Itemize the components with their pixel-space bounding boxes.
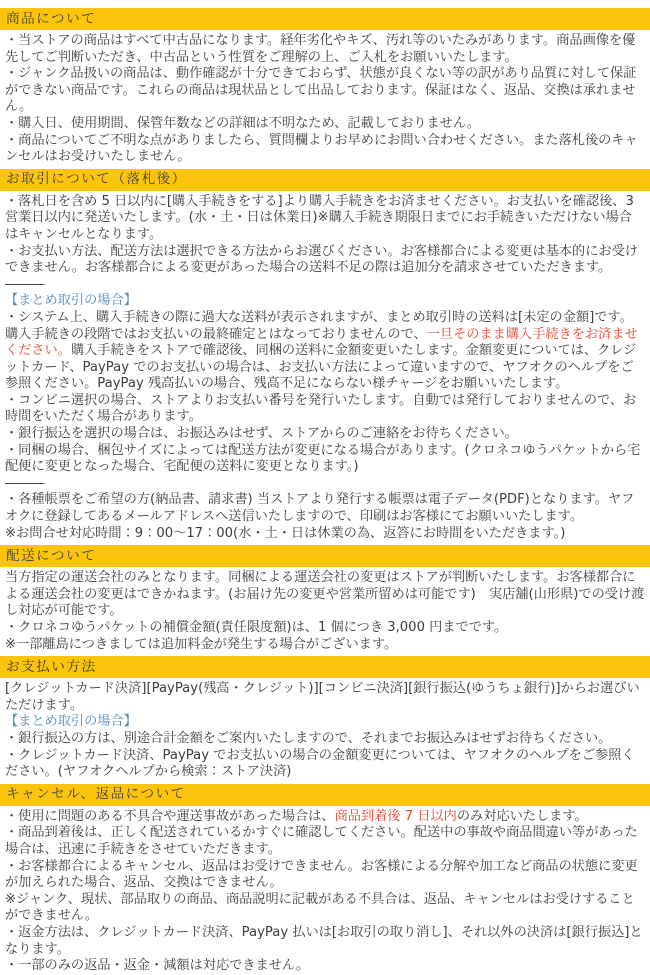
- section-cancellation: [0, 784, 650, 975]
- text-line: [0, 526, 650, 543]
- text-segment-red: 一旦そのまま購入手続きをお済ませください。: [5, 326, 638, 359]
- text-line: [0, 748, 650, 781]
- section-payment: [0, 656, 650, 781]
- section-transaction: [0, 169, 650, 542]
- text-line: [0, 714, 650, 731]
- text-line: [0, 859, 650, 892]
- divider-line: ―――: [5, 475, 45, 491]
- text-segment: ・銀行振込を選択の場合は、お振込みはせず、ストアからのご連絡をお待ちください。: [5, 426, 518, 442]
- text-line: [0, 293, 650, 310]
- text-line: [0, 637, 650, 654]
- text-line: [0, 925, 650, 958]
- text-segment-red: 商品到着後 7 日以内: [334, 808, 457, 824]
- section-header-cancellation: キャンセル、返品について: [0, 784, 650, 806]
- text-segment: ・購入日、使用期間、保管年数などの詳細は不明なため、記載しておりません。: [5, 115, 481, 131]
- text-segment: ・システム上、購入手続きの際に過大な送料が表示されますが、まとめ取引時の送料は[未定の金額]です。購入手続きの段階ではお支払いの最終確定とはなっておりませんので、: [5, 309, 633, 342]
- text-line: [0, 492, 650, 525]
- text-segment: ・お支払い方法、配送方法は選択できる方法からお選びください。お客様都合による変更は基本的にお受けできません。お客様都合による変更があった場合の送料不足の際は追加分を請求させていただきます。: [5, 243, 638, 276]
- text-line: [0, 244, 650, 277]
- text-line: [0, 133, 650, 166]
- section-header-products: 商品について: [0, 8, 650, 30]
- section-header-payment: お支払い方法: [0, 656, 650, 678]
- text-segment-blue: 【まとめ取引の場合】: [5, 293, 137, 309]
- text-segment: ・銀行振込の方は、別途合計金額をご案内いたしますので、それまでお振込みはせずお待ちください。: [5, 730, 612, 746]
- text-segment: 購入手続きをストアで確認後、同梱の送料に金額変更いたします。金額変更については、クレジットカード、PayPay でのお支払いの場合は、お支払い方法によって違いますので、ヤフオクのヘルプをご参照ください。PayPay 残高払いの場合、残高不足にならない様チャージをお願いいたします。: [5, 343, 637, 392]
- text-segment: ・商品到着後は、正しく配送されているかすぐに確認してください。配送中の事故や商品間違い等があった場合は、迅速に手続きをさせていただきます。: [5, 825, 638, 857]
- text-segment: ※お問合せ対応時間：9：00～17：00(水・土・日は休業の為、返答にお時間をいただきます。): [5, 525, 566, 541]
- text-line: [0, 310, 650, 393]
- text-segment: ・クレジットカード決済、PayPay でお支払いの場合の金額変更については、ヤフオクのヘルプをご参照ください。(ヤフオクヘルプから検索：ストア決済): [5, 747, 635, 780]
- text-line: [0, 809, 650, 826]
- text-segment: ・各種帳票をご希望の方(納品書、請求書) 当ストアより発行する帳票は電子データ(PDF)となります。ヤフオクに登録してあるメールアドレスへ送信いたしますので、印刷はお客様にてお願いいたします。: [5, 492, 635, 525]
- text-segment: ・使用に問題のある不具合や運送事故があった場合は、: [5, 808, 335, 824]
- text-segment: ※ジャンク、現状、部品取りの商品、商品説明に記載がある不具合は、返品、キャンセルはお受けすることができません。: [5, 891, 635, 924]
- text-line: [0, 116, 650, 133]
- text-line: [0, 681, 650, 714]
- text-segment: ・クロネコゆうパケットの補償金額(責任限度額)は、1 個につき 3,000 円までです。: [5, 620, 508, 635]
- text-segment: ・一部のみの返品・返金・減額は対応できません。: [5, 958, 310, 974]
- text-segment: ・同梱の場合、梱包サイズによっては配送方法が変更になる場合があります。(クロネコゆうパケットから宅配便に変更となった場合、宅配便の送料に変更となります。): [5, 442, 641, 475]
- text-line: [0, 33, 650, 66]
- text-segment: ・当ストアの商品はすべて中古品になります。経年劣化やキズ、汚れ等のいたみがあります。商品画像を優先してご判断いただき、中古品という性質をご理解の上、ご入札をお願いいたします。: [5, 33, 636, 65]
- text-line: [0, 393, 650, 426]
- text-segment: 当方指定の運送会社のみとなります。同梱による運送会社の変更はストアが判断いたします。お客様都合による運送会社の変更はできかねます。(お届け先の変更や営業所留めは可能です) 実店舗(山形県)での受け渡し対応が可能です。: [5, 570, 645, 619]
- text-line: [0, 443, 650, 476]
- section-header-transaction: お取引について（落札後）: [0, 169, 650, 191]
- section-products: [0, 8, 650, 166]
- divider-line: ―――: [5, 276, 45, 292]
- text-segment: ・ジャンク品扱いの商品は、動作確認が十分できておらず、状態が良くない等の訳があり品質に対して保証ができない商品です。これらの商品は現状品として出品しております。保証はなく、返品、交換は承れません。: [5, 66, 637, 115]
- text-line: [0, 66, 650, 116]
- text-segment: [クレジットカード決済][PayPay(残高・クレジット)][コンビニ決済][銀行振込(ゆうちょ銀行)]からお選びいただけます。: [5, 681, 640, 713]
- text-line: [0, 825, 650, 858]
- section-shipping: [0, 545, 650, 653]
- section-header-shipping: 配送について: [0, 545, 650, 567]
- text-line: [0, 958, 650, 975]
- text-line: [0, 731, 650, 748]
- text-segment: ・落札日を含め 5 日以内に[購入手続きをする]より購入手続きをお済ませください。お支払いを確認後、3 営業日以内に発送いたします。(水・土・日は休業日)※購入手続き期限日までにお手続きいただけない場合はキャンセルとなります。: [5, 193, 639, 242]
- text-line: [0, 620, 650, 637]
- text-segment: ・返金方法は、クレジットカード決済、PayPay 払いは[お取引の取り消し]、それ以外の決済は[銀行振込]となります。: [5, 924, 643, 957]
- text-segment: ・お客様都合によるキャンセル、返品はお受けできません。お客様による分解や加工など商品の状態に変更が加えられた場合、返品、交換はできません。: [5, 858, 638, 891]
- text-segment: のみ対応いたします。: [456, 808, 588, 824]
- text-line: [0, 194, 650, 244]
- text-segment: ※一部離島につきましては追加料金が発生する場合がございます。: [5, 636, 398, 652]
- text-line: [0, 570, 650, 620]
- text-segment: ・コンビニ選択の場合、ストアよりお支払い番号を発行いたします。自動では発行しておりませんので、お時間をいただく場合があります。: [5, 392, 637, 425]
- text-segment: ・商品についてご不明な点がありましたら、質問欄よりお早めにお問い合わせください。また落札後のキャンセルはお受けいたしません。: [5, 132, 638, 165]
- text-segment-blue: 【まとめ取引の場合】: [5, 714, 137, 730]
- text-line: [0, 426, 650, 443]
